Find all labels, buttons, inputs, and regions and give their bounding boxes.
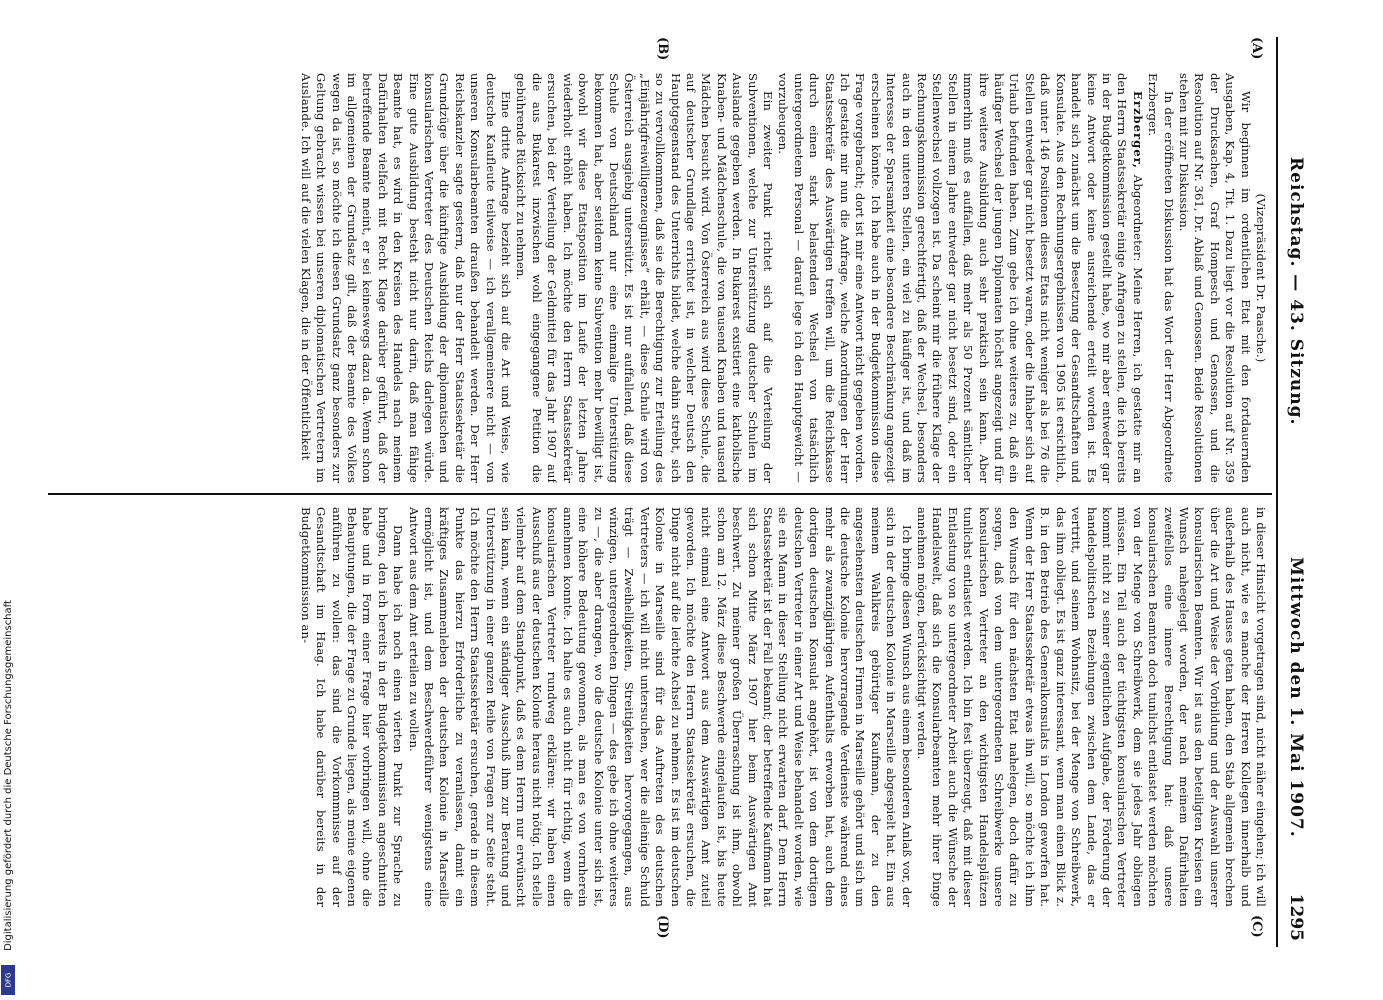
page-header	[1276, 37, 1312, 947]
left-column	[48, 73, 1268, 483]
paragraph: In der eröffneten Diskussion hat das Wort der Herr Abgeordnete Erzberger.	[1146, 73, 1176, 483]
scanned-page	[40, 27, 1320, 957]
margin-marker-c: (C)	[1249, 915, 1264, 938]
page-number: 1295	[1286, 893, 1306, 941]
right-column	[48, 507, 1268, 907]
header-date: Mittwoch den 1. Mai 1907.	[1286, 557, 1306, 838]
margin-marker-d: (D)	[655, 915, 670, 939]
margin-marker-a: (A)	[1249, 37, 1264, 60]
paragraph: Dann habe ich noch einen vierten Punkt zur Sprache zu bringen, den ich bereits in der Budgetkommission angeschnitten habe und in Form einer Frage hier vorbringen will, ohne die Behauptungen, die der Frage zu Grunde liegen, als meine eigenen anführen zu wollen: das sind die Vorkommnisse auf der Gesandtschaft im Haag. Ich habe darüber bereits in der Budgetkommission an-	[298, 507, 406, 907]
column-divider	[48, 493, 1272, 495]
paragraph	[775, 73, 1145, 483]
speech-text: Abgeordneter: Meine Herren, ich gestatte mir an den Herrn Staatssekretär einige Anfragen zu stellen, die ich bereits in der Budgetkommission gestellt habe, wo mir aber entweder gar keine Antwort oder keine ausreichende erteilt worden ist. Es handelt sich zunächst um die Besetzung der Gesandtschaften und Konsulate. Aus den Rechnungsergebnissen von 1905 ist ersichtlich, daß unter 146 Positionen dieses Etats nicht weniger als bei 76 die Stellen entweder gar nicht besetzt waren, oder die Inhaber sich auf Urlaub befunden haben. Zum gebe ich ohne weiteres zu, daß ein häufiger Wechsel der jungen Diplomaten höchst angezeigt und für ihre weitere Ausbildung auch sehr praktisch sein kann. Aber immerhin muß es auffallen, daß mehr als 50 Prozent sämtlicher Stellen in einem Jahre entweder gar nicht besetzt sind, oder ein Stellenwechsel vollzogen ist. Da scheint mir die frühere Klage der Rechnungskommission gerechtfertigt, daß der Wechsel, besonders auch in den unteren Stellen, ein viel zu häufiger ist, und daß im Interesse der Sparsamkeit eine besondere Beschränkung angezeigt erscheinen könnte. Ich habe auch in der Budgetkommission diese Frage vorgebracht; dort ist mir eine Antwort nicht gegeben worden. Ich gestatte mir nun die Anfrage, welche Anordnungen der Herr Staatssekretär des Auswärtigen treffen will, um die Reichskasse durch einen stark belastenden Wechsel von tatsächlich untergeordnetem Personal — darauf lege ich den Hauptgewicht — vorzubeugen.	[776, 73, 1145, 483]
speaker-name: Erzberger,	[1130, 91, 1145, 169]
dfg-logo-text: DFG	[4, 972, 12, 988]
paragraph: in dieser Hinsicht vorgetragen sind, nicht näher eingehen; ich will auch nicht, wie es manche der Herren Kollegen innerhalb und außerhalb des Hauses getan haben, den Stab allgemein brechen über die Art und Weise der Vorbildung und der Auswahl unserer konsularischen Beamten. Wir ist aus den beteiligten Kreisen ein Wunsch nahegelegt worden, der nach meinem Dafürhalten zweifellos eine innere Berechtigung hat: daß unsere konsularischen Beamten doch tunlichst entlastet werden möchten von der Menge von Schreibwerk, dem sie jedes Jahr obliegen müssen. Ein Teil auch der tüchtigsten konsularischen Vertreter kommt nicht zu seiner eigentlichen Aufgabe, der Förderung der handelspolitischen Beziehungen zwischen dem Lande, das er vertritt, und seinem Wohnsitz, bei der Menge von Schreibwerk, das ihm obliegt. Es ist ganz interessant, wenn man einen Blick z. B. in den Betrieb des Generalkonsulats in London geworfen hat. Wenn der Herr Staatssekretär etwas ihn will, so möchte ich ihm den Wunsch für den nächsten Etat nahelegen, doch dafür zu sorgen, daß von dem untergeordneten Schreibwerke unsere konsularischen Vertreter an den wichtigsten Handelsplätzen tunlichst entlastet werden. Ich bin fest überzeugt, daß mit dieser Entlastung von so untergeordneter Arbeit auch die Wünsche der Handelswelt, daß sich die Konsularbeamten mehr ihrer Dinge annehmen mögen, berücksichtigt werden.	[915, 507, 1268, 907]
header-session: Reichstag. — 43. Sitzung.	[1286, 157, 1306, 426]
margin-marker-b: (B)	[655, 37, 670, 61]
paragraph: Eine dritte Anfrage bezieht sich auf die Art und Weise, wie deutsche Kaufleute teilweise — ich verallgemeinere nicht — von unseren Konsularbeamten draußen behandelt werden. Der Herr Reichskanzler sagte gestern, daß nur der Herr Staatssekretär die Grundzüge über die künftige Ausbildung der diplomatischen und konsularischen Vertreter des Deutschen Reichs darlegen würde. Eine gute Ausbildung besteht nicht nur darin, daß man fähige Beamte hat, es wird in den Kreisen des Handels nach meinem Dafürhalten vielfach mit Recht Klage darüber geführt, daß der betreffende Beamte meint, er sei keineswegs dazu da. Wenn schon im allgemeinen der Grundsatz gilt, daß der Beamte des Volkes wegen da ist, so möchte ich diesen Grundsatz ganz besonders zur Geltung gebracht wissen bei unseren diplomatischen Vertretern im Auslande. Ich will auf die vielen Klagen, die in der Öffentlichkeit	[298, 73, 514, 483]
paragraph: Ich bringe diesen Wunsch aus einem besonderen Anlaß vor, der sich in der deutschen Kolonie in Marseille abgespielt hat. Ein aus meinem Wahlkreis gebürtiger Kaufmann, der zu den angesehensten deutschen Firmen in Marseille gehört und sich um die deutsche Kolonie hervorragende Verdienste während eines mehr als zwanzigjährigen Aufenthalts erworben hat, auch dem dortigen deutschen Konsulat angehört, ist von dem dortigen deutschen Vertreter in einer Art und Weise behandelt worden, wie sie ein Mann in dieser Stellung nicht erwarten darf. Dem Herrn Staatssekretär ist der Fall bekannt; der betreffende Kaufmann hat sich schon Mitte März 1907 hier beim Auswärtigen Amt beschwert. Zu meiner großen Überraschung ist ihm, obwohl schon am 12. März diese Beschwerde eingelaufen ist, bis heute nicht einmal eine Antwort aus dem Auswärtigen Amt zuteil geworden. Ich möchte den Herrn Staatssekretär ersuchen, die Dinge nicht auf die leichte Achsel zu nehmen. Es ist im deutschen Kolonie in Marseille sind für das Auftreten des deutschen Vertreters — ich will nicht untersuchen, wer die alleinige Schuld trägt — Zweihelligkeiten, Streitigkeiten hervorgegangen, aus winzigen, untergeordneten Dingen — des gebe ich ohne weiteres zu —, die aber drangen, wo die deutsche Kolonie unter sich ist, eine höhere Bedeutung gewonnen, als man es von vornherein annehmen konnte. Ich halte es auch nicht für richtig, wenn die konsularischen Vertreter rundweg erklären: wir haben einen Ausschuß aus der deutschen Kolonie heraus nicht nötig. Ich stelle vielmehr auf dem Standpunkt, daß es dem Herrn nur erwünscht sein kann, wenn ein ständiger Ausschuß ihm zur Beratung und Unterstützung in einer ganzen Reihe von Fragen zur Seite steht. Ich möchte den Herrn Staatssekretär ersuchen, gerade in diesem Punkte das hierzu Erforderliche zu veranlassen, damit ein kräftiges Zusammenleben der deutschen Kolonie in Marseille ermöglicht ist, und dem Beschwerdeführer wenigstens eine Antwort aus dem Amt erteilen zu wollen.	[406, 507, 914, 907]
credit-text: Digitalisierung gefördert durch die Deutsche Forschungsgemeinschaft	[2, 599, 14, 951]
paragraph: Wir beginnen im ordentlichen Etat mit den fortdauernden Ausgaben, Kap. 4, Tit. 1. Dazu liegt vor die Resolution auf Nr. 359 der Drucksachen, Graf Hompesch und Genossen, und die Resolution auf Nr. 361, Dr. Ablaß und Genossen. Beide Resolutionen stehen mit zur Diskussion.	[1176, 73, 1253, 483]
presiding-note: (Vizepräsident Dr. Paasche.)	[1254, 193, 1268, 363]
paragraph: Ein zweiter Punkt richtet sich auf die Verteilung der Subventionen, welche zur Unterstützung deutscher Schulen im Auslande gegeben werden. In Bukarest existiert eine katholische Knaben- und Mädchenschule, die von tausend Knaben und tausend Mädchen besucht wird. Von Österreich aus wird diese Schule, die auf deutscher Grundlage errichtet ist, in welcher Deutsch den Hauptgegenstand des Unterrichts bildet, welche dahin strebt, sich so zu vervollkommnen, daß sie die Berechtigung zur Erteilung des „Einjährigfreiwilligenzeugnisses“ erhält, — diese Schule wird von Österreich ausgiebig unterstützt. Es ist nur auffallend, daß diese Schule von Deutschland nur eine einmalige Unterstützung bekommen hat, aber seitdem keine Subvention mehr bewilligt ist, obwohl wir diese Etatsposition im Laufe der letzten Jahre wiederholt erhöht haben. Ich möchte den Herrn Staatssekretär ersuchen, bei der Verteilung der Geldmittel für das Jahr 1907 auf die aus Bukarest inzwischen wohl eingegangene Petition die gebührende Rücksicht zu nehmen.	[514, 73, 775, 483]
dfg-logo	[1, 965, 15, 995]
digitization-credit	[1, 560, 15, 990]
